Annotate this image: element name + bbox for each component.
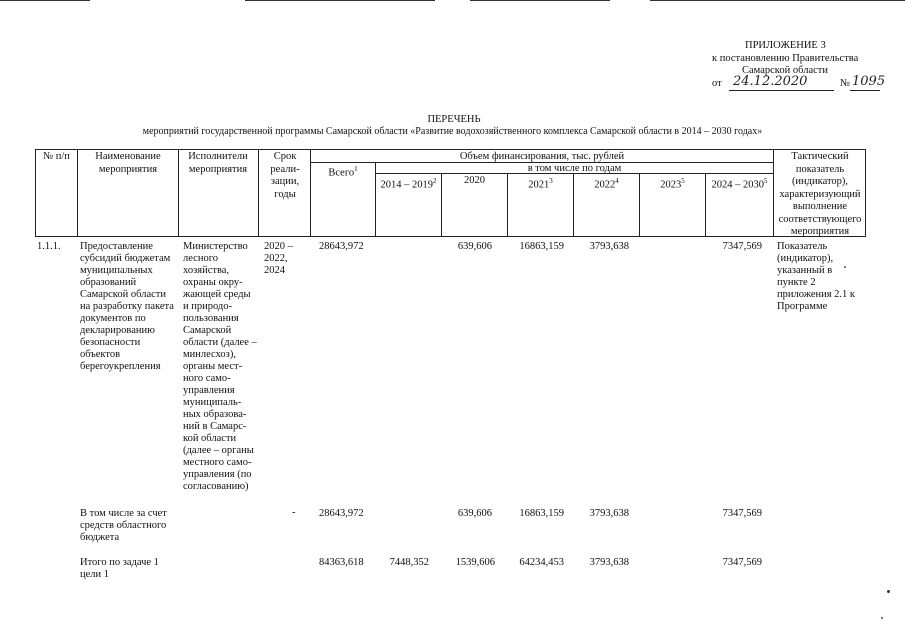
col-divider	[773, 149, 774, 237]
scan-speck	[844, 266, 846, 268]
scan-edge-line	[650, 0, 905, 1]
header-year-2024: 2024 – 2030$^5$	[711, 177, 768, 191]
col-divider	[77, 149, 78, 237]
header-year-2022: 2022$^4$	[594, 177, 619, 191]
header-bottom-border	[35, 236, 865, 237]
scan-edge-line	[0, 0, 90, 1]
row2-dash: -	[292, 507, 296, 518]
number-underline	[850, 90, 880, 91]
row1-number: 1.1.1.	[37, 241, 61, 252]
header-total: Всего$^1$	[328, 165, 358, 179]
header-year-2021: 2021$^3$	[528, 177, 553, 191]
doc-subtitle: мероприятий государственной программы Самарской области «Развитие водохозяйственного комплекса Самарской области в 2014 – 2030 годах»	[142, 126, 763, 137]
row3-name: Итого по задаче 1 цели 1	[80, 557, 159, 580]
scan-speck	[881, 617, 883, 619]
col-divider	[865, 149, 866, 237]
col-divider	[178, 149, 179, 237]
header-term: Срок реали-зации, годы	[270, 151, 300, 200]
header-name: Наименование мероприятия	[95, 151, 161, 175]
row2-2022: 3793,638	[589, 508, 629, 519]
appendix-line1: к постановлению Правительства	[712, 53, 859, 64]
row2-2024: 7347,569	[722, 508, 762, 519]
row1-2021: 16863,159	[519, 241, 564, 252]
scan-edge-line	[470, 0, 610, 1]
scan-edge-line	[245, 0, 435, 1]
appendix-title: ПРИЛОЖЕНИЕ 3	[745, 40, 826, 51]
scan-speck	[887, 590, 890, 593]
header-volume: Объем финансирования, тыс. рублей	[459, 151, 625, 162]
row1-term: 2020 – 2022, 2024	[264, 241, 293, 276]
row1-name: Предоставление субсидий бюджетам муниципальных образований Самарской области на разработку пакета документов по декларированию безопасности объектов берегоукрепления	[80, 241, 174, 372]
header-executors: Исполнители мероприятия	[188, 151, 248, 175]
row2-total: 28643,972	[319, 508, 364, 519]
header-year-2020: 2020	[464, 175, 485, 186]
appendix-from-label: от	[712, 78, 722, 89]
appendix-number-label: №	[840, 78, 851, 89]
date-underline	[729, 90, 834, 91]
row3-2021: 64234,453	[519, 557, 564, 568]
row3-total: 84363,618	[319, 557, 364, 568]
row2-name: В том числе за счет средств областного бюджета	[80, 508, 167, 543]
row3-2014: 7448,352	[389, 557, 429, 568]
col-divider	[258, 149, 259, 237]
row3-2022: 3793,638	[589, 557, 629, 568]
table-top-border	[35, 149, 865, 150]
row2-2021: 16863,159	[519, 508, 564, 519]
header-year-2023: 2023$^5$	[660, 177, 685, 191]
appendix-date: 24.12.2020	[733, 74, 808, 89]
header-number: № п/п	[43, 151, 70, 162]
row3-2024: 7347,569	[722, 557, 762, 568]
row2-2020: 639,606	[457, 508, 492, 519]
row3-2020: 1539,606	[455, 557, 495, 568]
row1-total: 28643,972	[319, 241, 364, 252]
row1-executors: Министерство лесного хозяйства, охраны окру-жающей среды и природо-пользования Самарской области (далее – минлесхоз), органы мест-ного само-управления муниципаль-ных образова-ний в Самарс-кой области (далее – органы местного само-управления (по согласованию)	[183, 241, 257, 492]
doc-title: ПЕРЕЧЕНЬ	[427, 114, 481, 125]
header-including: в том числе по годам	[527, 163, 622, 174]
appendix-line2: Самарской области	[742, 65, 828, 76]
row1-2024: 7347,569	[722, 241, 762, 252]
appendix-number: 1095	[852, 74, 886, 89]
header-year-2014: 2014 – 2019$^2$	[380, 177, 437, 191]
row1-2020: 639,606	[457, 241, 492, 252]
row1-indicator: Показатель (индикатор), указанный в пункте 2 приложения 2.1 к Программе	[777, 241, 856, 312]
row1-2022: 3793,638	[589, 241, 629, 252]
header-indicator: Тактический показатель (индикатор), характеризующий выполнение соответствующего мероприятия	[778, 151, 862, 237]
